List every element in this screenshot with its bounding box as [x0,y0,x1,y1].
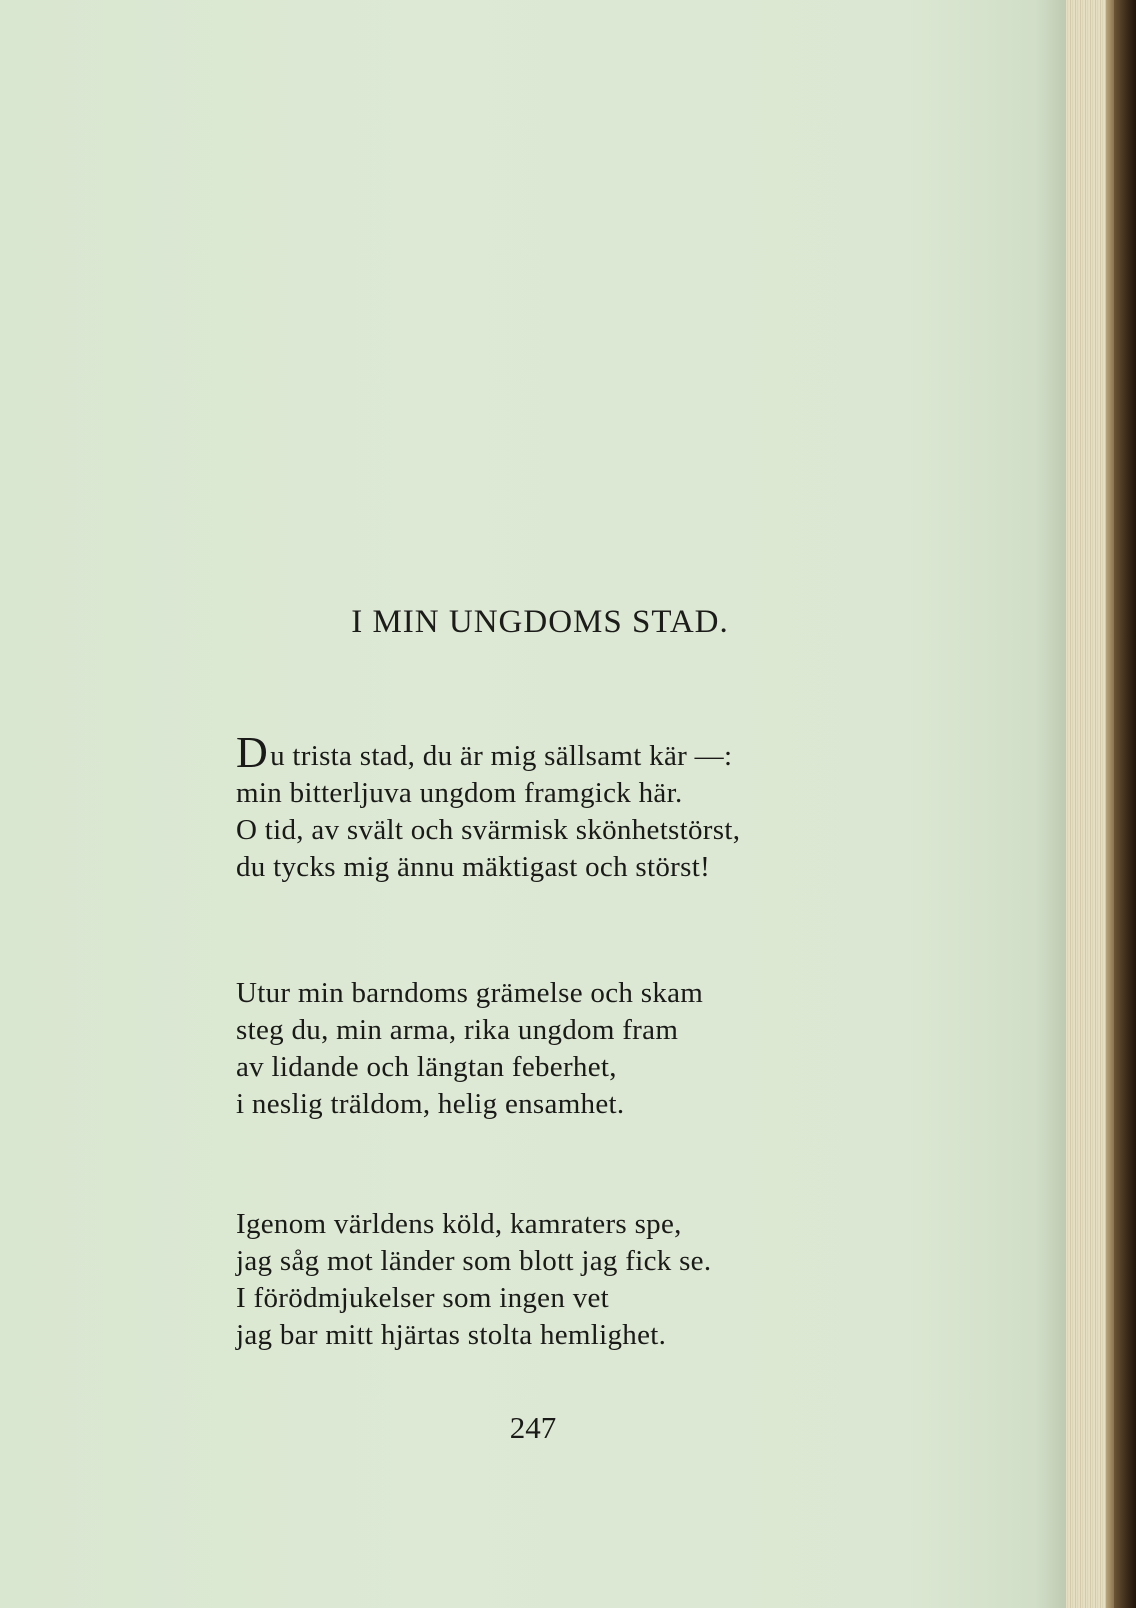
stanza-line: steg du, min arma, rika ungdom fram [236,1014,679,1046]
first-line-text: u trista stad, du är mig sällsamt kär —: [270,740,733,772]
stanza-line: du tycks mig ännu mäktigast och störst! [236,851,711,883]
stanza-line: jag bar mitt hjärtas stolta hemlighet. [236,1319,667,1351]
page-number: 247 [509,1410,557,1445]
stanza-3 [236,1206,876,1354]
drop-cap: D [236,728,269,777]
stanza-line: O tid, av svält och svärmisk skönhetstörst, [236,814,741,846]
stanza-line: Utur min barndoms grämelse och skam [236,977,704,1009]
stanza-2 [236,975,876,1123]
stanza-line: I förödmjukelser som ingen vet [236,1282,610,1314]
stanza-line: av lidande och längtan feberhet, [236,1051,617,1083]
poem-title: I MIN UNGDOMS STAD. [351,604,729,640]
page-edges [1066,0,1136,1608]
stanza-line: Igenom världens köld, kamraters spe, [236,1208,682,1240]
stanza-line: min bitterljuva ungdom framgick här. [236,777,683,809]
stanza-line: i neslig träldom, helig ensamhet. [236,1088,625,1120]
stanza-line [236,728,876,777]
stanza-line: jag såg mot länder som blott jag fick se. [236,1245,712,1277]
stanza-1 [236,728,876,886]
